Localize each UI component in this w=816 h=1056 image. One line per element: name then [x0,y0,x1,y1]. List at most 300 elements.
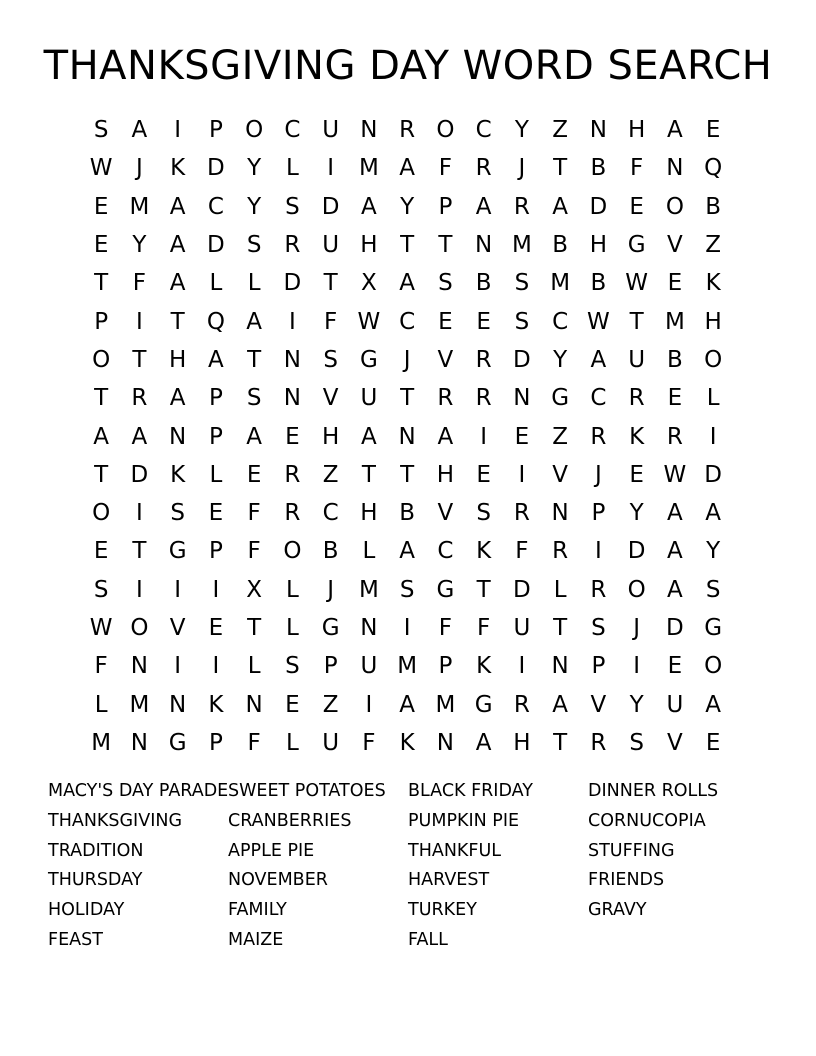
grid-letter: T [438,232,453,259]
grid-letter: C [437,538,454,565]
grid-letter: A [93,423,109,450]
grid-letter: U [666,691,684,718]
grid-letter: N [169,423,187,450]
grid-letter: A [475,729,492,756]
grid-letter: A [169,270,186,297]
grid-letter: S [591,615,606,641]
word-list-item: THURSDAY [48,870,143,891]
grid-letter: G [168,538,187,565]
grid-letter: F [362,729,376,756]
grid-letter: F [247,538,261,565]
grid-letter: S [514,308,530,335]
grid-letter: B [590,270,607,297]
grid-letter: V [322,385,339,412]
grid-letter: N [283,346,301,373]
grid-letter: I [174,653,182,680]
word-list-item: FEAST [48,929,103,950]
word-list-item: GRAVY [588,900,647,921]
grid-letter: F [477,615,491,641]
grid-letter: T [553,615,568,641]
grid-letter: T [400,232,415,259]
grid-letter: A [475,193,492,220]
word-list-item: SWEET POTATOES [228,781,386,801]
grid-letter: A [437,423,454,450]
grid-letter: T [553,729,568,756]
grid-letter: T [247,615,262,641]
grid-letter: M [129,193,150,220]
grid-letter: I [135,576,143,603]
grid-letter: Z [552,423,568,450]
grid-letter: K [476,538,492,565]
grid-letter: L [553,576,567,603]
grid-letter: Z [705,232,721,259]
grid-letter: E [476,461,491,488]
grid-letter: T [170,308,185,335]
grid-letter: T [94,385,109,412]
word-list-item: PUMPKIN PIE [408,810,520,831]
grid-letter: F [247,500,261,527]
grid-letter: O [92,500,111,527]
grid-letter: G [704,615,723,641]
grid-letter: E [208,615,224,641]
grid-letter: A [552,691,568,718]
grid-letter: M [358,155,379,182]
word-list-item: HOLIDAY [48,900,125,921]
grid-letter: N [589,117,607,144]
grid-letter: A [399,538,415,565]
grid-letter: N [551,653,569,680]
grid-letter: K [705,270,721,297]
word-list-item: MAIZE [228,929,284,950]
grid-letter: A [667,538,683,565]
grid-letter: A [705,500,721,527]
grid-letter: T [323,270,338,297]
grid-letter: A [246,423,262,450]
grid-letter: I [594,538,602,565]
grid-letter: L [209,461,223,488]
grid-letter: E [285,691,300,718]
grid-letter: L [285,729,299,756]
grid-letter: U [360,385,378,412]
grid-letter: N [360,117,378,144]
grid-letter: I [288,308,296,335]
grid-letter: C [552,308,569,335]
grid-letter: V [437,500,454,527]
grid-letter: V [667,232,683,259]
grid-letter: N [169,691,187,718]
word-list-item: MACY'S DAY PARADE [48,781,229,801]
grid-letter: D [513,346,531,373]
grid-letter: A [169,193,186,220]
grid-letter: U [513,615,531,641]
grid-letter: E [629,193,644,220]
grid-letter: R [552,538,569,565]
grid-letter: Y [132,232,147,259]
grid-letter: R [284,500,301,527]
grid-letter: W [89,615,113,641]
grid-letter: D [513,576,531,603]
grid-letter: Y [247,193,262,220]
grid-letter: O [92,346,111,373]
grid-letter: E [476,308,491,335]
grid-letter: F [132,270,146,297]
grid-letter: N [666,155,684,182]
grid-letter: E [93,538,109,565]
grid-letter: O [436,117,455,144]
grid-letter: H [321,423,340,450]
grid-letter: P [591,653,606,680]
grid-letter: N [130,653,148,680]
grid-letter: J [327,576,335,603]
grid-letter: A [552,193,568,220]
grid-letter: M [91,729,112,756]
grid-letter: J [403,346,411,373]
grid-letter: Y [706,538,721,565]
grid-letter: R [628,385,645,412]
grid-letter: E [667,385,683,412]
word-list-item: TURKEY [408,900,477,921]
grid-letter: H [589,232,608,259]
grid-letter: B [666,346,683,373]
grid-letter: N [283,385,301,412]
grid-letter: I [518,461,526,488]
word-list [48,777,768,956]
grid-letter: P [438,193,453,220]
grid-letter: U [360,653,378,680]
grid-letter: J [135,155,143,182]
grid-letter: L [706,385,720,412]
grid-letter: R [590,423,607,450]
grid-letter: O [665,193,684,220]
grid-letter: K [399,729,415,756]
word-list-item: THANKSGIVING [48,810,183,831]
grid-letter: P [438,653,453,680]
grid-letter: R [131,385,148,412]
grid-letter: Z [552,117,568,144]
grid-letter: S [285,193,300,220]
grid-letter: A [361,193,377,220]
grid-letter: F [94,653,108,680]
grid-letter: F [324,308,338,335]
grid-letter: N [513,385,531,412]
grid-letter: H [704,308,722,335]
grid-letter: F [438,615,452,641]
grid-letter: S [285,653,300,680]
grid-letter: F [630,155,644,182]
grid-letter: Y [514,117,529,144]
grid-letter: I [709,423,717,450]
grid-letter: D [321,193,340,220]
grid-letter: P [208,538,223,565]
grid-letter: E [93,193,109,220]
grid-letter: Q [206,308,225,335]
grid-letter: P [94,308,109,335]
grid-letter: V [437,346,454,373]
word-list-item: STUFFING [588,840,675,861]
grid-letter: T [247,346,262,373]
grid-letter: B [322,538,339,565]
grid-letter: M [435,691,456,718]
grid-letter: F [247,729,261,756]
grid-letter: P [208,423,223,450]
grid-letter: A [590,346,607,373]
grid-letter: M [358,576,379,603]
grid-letter: U [322,729,340,756]
grid-letter: X [246,576,262,603]
grid-letter: C [399,308,416,335]
grid-letter: C [284,117,301,144]
grid-letter: R [513,500,530,527]
grid-letter: S [246,232,262,259]
word-list-item: HARVEST [408,870,490,891]
grid-letter: B [552,232,569,259]
grid-letter: C [322,500,339,527]
grid-letter: M [129,691,150,718]
grid-letter: I [327,155,335,182]
grid-letter: U [322,117,340,144]
word-list-item: THANKFUL [408,840,502,861]
grid-letter: R [590,576,607,603]
grid-letter: G [168,729,187,756]
word-list-item: NOVEMBER [228,870,328,891]
grid-letter: N [436,729,454,756]
grid-letter: J [633,615,641,641]
grid-letter: T [400,385,415,412]
grid-letter: H [360,232,378,259]
grid-letter: W [357,308,381,335]
grid-letter: D [627,538,646,565]
grid-letter: E [285,423,300,450]
grid-letter: K [629,423,645,450]
grid-letter: L [362,538,376,565]
grid-letter: S [93,117,109,144]
grid-letter: V [169,615,186,641]
grid-letter: S [323,346,338,373]
grid-letter: I [135,308,143,335]
grid-letter: T [476,576,491,603]
grid-letter: R [666,423,683,450]
grid-letter: B [399,500,416,527]
grid-letter: I [135,500,143,527]
grid-letter: S [629,729,644,756]
grid-letter: B [705,193,722,220]
grid-letter: Y [247,155,262,182]
grid-letter: L [94,691,108,718]
grid-letter: S [705,576,721,603]
grid-letter: N [360,615,378,641]
grid-letter: O [704,346,723,373]
grid-letter: E [667,270,683,297]
grid-letter: D [283,270,302,297]
grid-letter: T [94,461,109,488]
grid-letter: R [475,385,492,412]
grid-letter: P [208,117,223,144]
grid-letter: V [552,461,568,488]
grid-letter: E [208,500,224,527]
grid-letter: A [246,308,262,335]
grid-letter: Y [629,691,644,718]
grid-letter: Y [629,500,644,527]
grid-letter: J [594,461,602,488]
grid-letter: A [667,500,683,527]
grid-letter: D [589,193,608,220]
grid-letter: Z [322,691,339,718]
word-list-item: FAMILY [228,900,287,921]
grid-letter: R [590,729,607,756]
grid-letter: O [627,576,646,603]
grid-letter: M [550,270,571,297]
grid-letter: N [398,423,416,450]
grid-letter: E [629,461,644,488]
grid-letter: A [208,346,224,373]
grid-letter: A [667,117,683,144]
grid-letter: A [399,270,415,297]
grid-letter: E [667,653,683,680]
grid-letter: L [285,155,299,182]
grid-letter: R [513,193,530,220]
grid-letter: G [359,346,378,373]
grid-letter: O [283,538,302,565]
grid-letter: T [400,461,415,488]
grid-letter: T [94,270,109,297]
grid-letter: A [399,155,415,182]
grid-letter: A [399,691,415,718]
grid-letter: E [705,729,721,756]
grid-letter: J [518,155,526,182]
word-list-item: CRANBERRIES [228,810,352,831]
grid-letter: B [590,155,607,182]
grid-letter: S [399,576,415,603]
grid-letter: G [627,232,646,259]
grid-letter: V [667,729,683,756]
letter-grid [82,111,732,762]
grid-letter: N [551,500,569,527]
grid-letter: T [361,461,376,488]
grid-letter: R [513,691,530,718]
grid-letter: N [475,232,493,259]
grid-letter: E [438,308,453,335]
grid-letter: P [208,729,223,756]
grid-letter: D [704,461,722,488]
grid-letter: K [170,461,186,488]
page-title: THANKSGIVING DAY WORD SEARCH [43,43,773,89]
grid-letter: K [170,155,186,182]
grid-letter: A [131,423,148,450]
grid-letter: S [476,500,491,527]
grid-letter: E [246,461,262,488]
grid-letter: I [403,615,411,641]
grid-letter: P [208,385,223,412]
grid-letter: V [590,691,607,718]
grid-letter: A [705,691,721,718]
grid-letter: T [132,538,147,565]
grid-letter: E [514,423,530,450]
grid-letter: I [212,653,220,680]
grid-letter: K [476,653,492,680]
grid-letter: O [130,615,149,641]
grid-letter: R [475,346,492,373]
grid-letter: I [365,691,373,718]
grid-letter: F [438,155,452,182]
grid-letter: R [437,385,454,412]
grid-letter: H [360,500,378,527]
grid-letter: P [591,500,606,527]
grid-letter: N [245,691,263,718]
grid-letter: S [93,576,109,603]
word-list-item: DINNER ROLLS [588,781,719,801]
grid-letter: A [131,117,148,144]
grid-letter: S [170,500,185,527]
grid-letter: D [130,461,149,488]
word-list-item: FALL [408,929,448,950]
grid-letter: Y [553,346,568,373]
grid-letter: D [666,615,684,641]
word-list-item: TRADITION [48,840,144,861]
grid-letter: H [627,117,646,144]
grid-letter: C [590,385,607,412]
grid-letter: N [130,729,148,756]
grid-letter: I [174,576,182,603]
grid-letter: I [480,423,488,450]
grid-letter: M [397,653,418,680]
grid-letter: S [438,270,453,297]
word-list-item: CORNUCOPIA [588,810,706,831]
grid-letter: T [132,346,147,373]
grid-letter: H [513,729,531,756]
grid-letter: O [704,653,723,680]
grid-letter: S [246,385,262,412]
grid-letter: Z [322,461,339,488]
grid-letter: W [663,461,687,488]
grid-letter: L [247,270,261,297]
grid-letter: O [245,117,264,144]
grid-letter: X [360,270,377,297]
grid-letter: A [169,385,186,412]
grid-letter: G [436,576,455,603]
grid-letter: K [208,691,224,718]
grid-letter: A [169,232,186,259]
grid-letter: W [89,155,113,182]
word-list-item: BLACK FRIDAY [408,781,533,801]
grid-letter: S [514,270,530,297]
grid-letter: H [436,461,455,488]
grid-letter: T [553,155,568,182]
grid-letter: I [174,117,182,144]
grid-letter: D [207,155,225,182]
grid-letter: M [664,308,685,335]
grid-letter: M [511,232,532,259]
grid-letter: D [207,232,225,259]
grid-letter: L [247,653,261,680]
grid-letter: Y [400,193,415,220]
word-list-item: APPLE PIE [228,840,315,861]
grid-letter: G [321,615,340,641]
grid-letter: A [667,576,683,603]
grid-letter: T [629,308,644,335]
word-list-item: FRIENDS [588,870,665,891]
grid-letter: R [284,461,301,488]
grid-letter: B [475,270,492,297]
grid-letter: L [285,576,299,603]
grid-letter: G [474,691,493,718]
grid-letter: I [212,576,220,603]
grid-letter: C [207,193,224,220]
grid-letter: F [515,538,529,565]
grid-letter: L [209,270,223,297]
grid-letter: R [475,155,492,182]
grid-letter: I [633,653,641,680]
grid-letter: P [323,653,338,680]
